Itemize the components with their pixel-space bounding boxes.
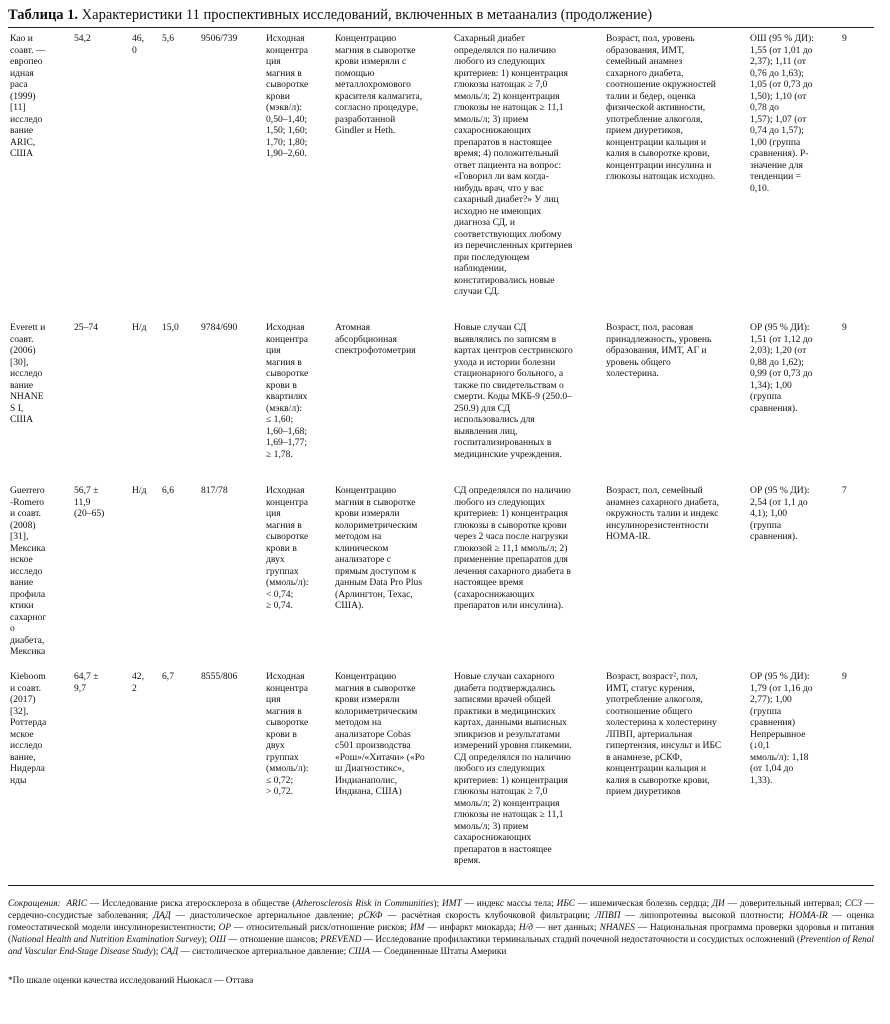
cell-cases: 9784/690	[201, 322, 238, 333]
cell-diagnosis: Новые случаи сахарного диабета подтверждались записями врачей общей практики в медицинских картах, данными выписных эпикризов и результатами измерений уровня гликемии. СД определялся по наличию любого из следующих критериев: 1) концентрация глюкозы натощак ≥ 7,0 ммоль/л; 2) концентрация глюкозы не натощак ≥ 11,1 ммоль/л; 3) прием сахароснижающих препаратов в настоящее время.	[454, 671, 572, 866]
cell-age: 54,2	[74, 33, 91, 44]
table-label: Таблица 1.	[8, 7, 79, 23]
cell-age: 56,7 ± 11,9 (20–65)	[74, 485, 105, 519]
cell-effect: ОШ (95 % ДИ): 1,55 (от 1,01 до 2,37); 1,11 (от 0,76 до 1,63); 1,05 (от 0,73 до 1,50); 1,10 (от 0,78 до 1,57); 1,07 (от 0,74 до 1,57); 1,00 (группа сравнения). P- значение для тенденции = 0,10.	[750, 33, 814, 194]
cell-male: Н/д	[132, 322, 147, 333]
cell-age: 64,7 ± 9,7	[74, 671, 99, 694]
cell-cases: 8555/806	[201, 671, 238, 682]
cell-followup: 5,6	[162, 33, 174, 44]
cell-male: 46, 0	[132, 33, 144, 56]
cell-method: Концентрацию магния в сыворотке крови измеряли колориметрическим методом на клиническом анализаторе с прямым доступом к данным Data Pro Plus (Арлингтон, Техас, США).	[335, 485, 423, 611]
cell-study: Everett и соавт. (2006) [30], исследо вание NHANE S I, США	[10, 322, 46, 425]
cell-quality: 9	[842, 322, 847, 333]
cell-effect: ОР (95 % ДИ): 2,54 (от 1,1 до 4,1); 1,00 (группа сравнения).	[750, 485, 810, 542]
table-caption: Характеристики 11 проспективных исследований, включенных в метаанализ (продолжение)	[81, 7, 653, 23]
cell-quality: 9	[842, 671, 847, 682]
cell-male: 42, 2	[132, 671, 144, 694]
cell-followup: 6,6	[162, 485, 174, 496]
cell-adjustment: Возраст, пол, уровень образования, ИМТ, семейный анамнез сахарного диабета, соотношение окружностей талии и бедер, оценка физической активности, употребление алкоголя, прием диуретиков, концентрации кальция и калия в сыворотке крови, концентрации инсулина и глюкозы натощак исходно.	[606, 33, 716, 182]
bottom-rule	[8, 885, 874, 886]
cell-exposure: Исходная концентра ция магния в сыворотке крови в двух группах (ммоль/л): < 0,74; ≥ 0,74.	[266, 485, 309, 611]
cell-adjustment: Возраст, пол, расовая принадлежность, уровень образования, ИМТ, АГ и уровень общего холестерина.	[606, 322, 712, 379]
cell-effect: ОР (95 % ДИ): 1,51 (от 1,12 до 2,03); 1,20 (от 0,88 до 1,62); 0,99 (от 0,73 до 1,34); 1,00 (группа сравнения).	[750, 322, 813, 414]
cell-method: Концентрацию магния в сыворотке крови измеряли с помощью металлохромового красителя калмагита, согласно процедуре, разработанной Gindler и Heth.	[335, 33, 423, 136]
cell-method: Атомная абсорбционная спектрофотометрия	[335, 322, 416, 356]
cell-effect: ОР (95 % ДИ): 1,79 (от 1,16 до 2,77); 1,00 (группа сравнения) Непрерывное (↓0,1 ммоль/л): 1,18 (от 1,04 до 1,33).	[750, 671, 813, 786]
cell-exposure: Исходная концентра ция магния в сыворотке крови в квартилях (мэкв/л): ≤ 1,60; 1,60–1,68; 1,69–1,77; ≥ 1,78.	[266, 322, 309, 460]
cell-quality: 9	[842, 33, 847, 44]
cell-age: 25–74	[74, 322, 98, 333]
cell-adjustment: Возраст, возраст², пол, ИМТ, статус курения, употребление алкоголя, соотношение общего холестерина к холестерину ЛПВП, артериальная гипертензия, инсульт и ИБС в анамнезе, рСКФ, концентрации кальция и калия в сыворотке крови, прием диуретиков	[606, 671, 722, 797]
table-title	[8, 6, 652, 24]
abbreviations: Сокращения: ARIC — Исследование риска атеросклероза в обществе (Atherosclerosis Risk in Communities); ИМТ — индекс массы тела; ИБС — ишемическая болезнь сердца; ДИ — доверительный интервал; ССЗ — сердечно-сосудистые заболевания; ДАД — диастолическое артериальное давление; рСКФ — расчётная скорость клубочковой фильтрации; ЛПВП — липопротеины высокой плотности; HOMA-IR — оценка гомеостатической модели инсулинорезистентности; ОР — относительный риск/отношение рисков; ИМ — инфаркт миокарда; Н/д — нет данных; NHANES — Национальная программа проверки здоровья и питания (National Health and Nutrition Examination Survey); ОШ — отношение шансов; PREVEND — Исследование профилактики терминальных стадий почечной недостаточности и сосудистых осложнений (Prevention of Renal and Vascular End-Stage Disease Study); САД — систолическое артериальное давление; США — Соединенные Штаты Америки	[8, 899, 875, 957]
cell-male: Н/д	[132, 485, 147, 496]
cell-diagnosis: Сахарный диабет определялся по наличию любого из следующих критериев: 1) концентрация глюкозы натощак ≥ 7,0 ммоль/л; 2) концентрация глюкозы не натощак ≥ 11,1 ммоль/л; 3) прием сахароснижающих препаратов в настоящее время; 4) положительный ответ пациента на вопрос: «Говорил ли вам когда- нибудь врач, что у вас сахарный диабет?» У лиц исходно не имеющих диагноза СД, и соответствующих любому из перечисленных критериев при последующем наблюдении, констатировались новые случаи СД.	[454, 33, 573, 297]
cell-exposure: Исходная концентра ция магния в сыворотке крови (мэкв/л): 0,50–1,40; 1,50; 1,60; 1,70; 1,80; 1,90–2,60.	[266, 33, 309, 159]
cell-followup: 6,7	[162, 671, 174, 682]
cell-cases: 817/78	[201, 485, 228, 496]
cell-diagnosis: СД определялся по наличию любого из следующих критериев: 1) концентрация глюкозы в сыворотке крови через 2 часа после нагрузки глюкозой ≥ 11,1 ммоль/л; 2) применение препаратов для лечения сахарного диабета в настоящее время (сахароснижающих препаратов или инсулина).	[454, 485, 571, 611]
cell-diagnosis: Новые случаи СД выявлялись по записям в картах центров сестринского ухода и истории болезни стационарного больного, а также по свидетельствам о смерти. Коды МКБ-9 (250.0– 250.9) для СД использовались для выявления лиц, госпитализированных в медицинские учреждения.	[454, 322, 573, 460]
cell-study: Kieboom и соавт. (2017) [32], Роттерда мское исследо вание, Нидерла нды	[10, 671, 47, 786]
cell-cases: 9506/739	[201, 33, 238, 44]
cell-followup: 15,0	[162, 322, 179, 333]
cell-method: Концентрацию магния в сыворотке крови измеряли колориметрическим методом на анализаторе Cobas c501 производства «Рош»/«Хитачи» («Ро ш Диагностикс», Индианаполис, Индиана, США)	[335, 671, 425, 797]
cell-study: Guerrero -Romero и соавт. (2008) [31], Мексика нское исследо вание профила ктики сахарног о диабета, Мексика	[10, 485, 47, 657]
top-rule	[8, 27, 874, 28]
footnote: *По шкале оценки качества исследований Ньюкасл — Оттава	[8, 976, 254, 986]
cell-study: Као и соавт. — европео идная раса (1999) [11] исследо вание ARIC, США	[10, 33, 46, 159]
cell-exposure: Исходная концентра ция магния в сыворотке крови в двух группах (ммоль/л): ≤ 0,72; > 0,72.	[266, 671, 309, 797]
cell-quality: 7	[842, 485, 847, 496]
cell-adjustment: Возраст, пол, семейный анамнез сахарного диабета, окружность талии и индекс инсулинорезистентности HOMA-IR.	[606, 485, 719, 542]
